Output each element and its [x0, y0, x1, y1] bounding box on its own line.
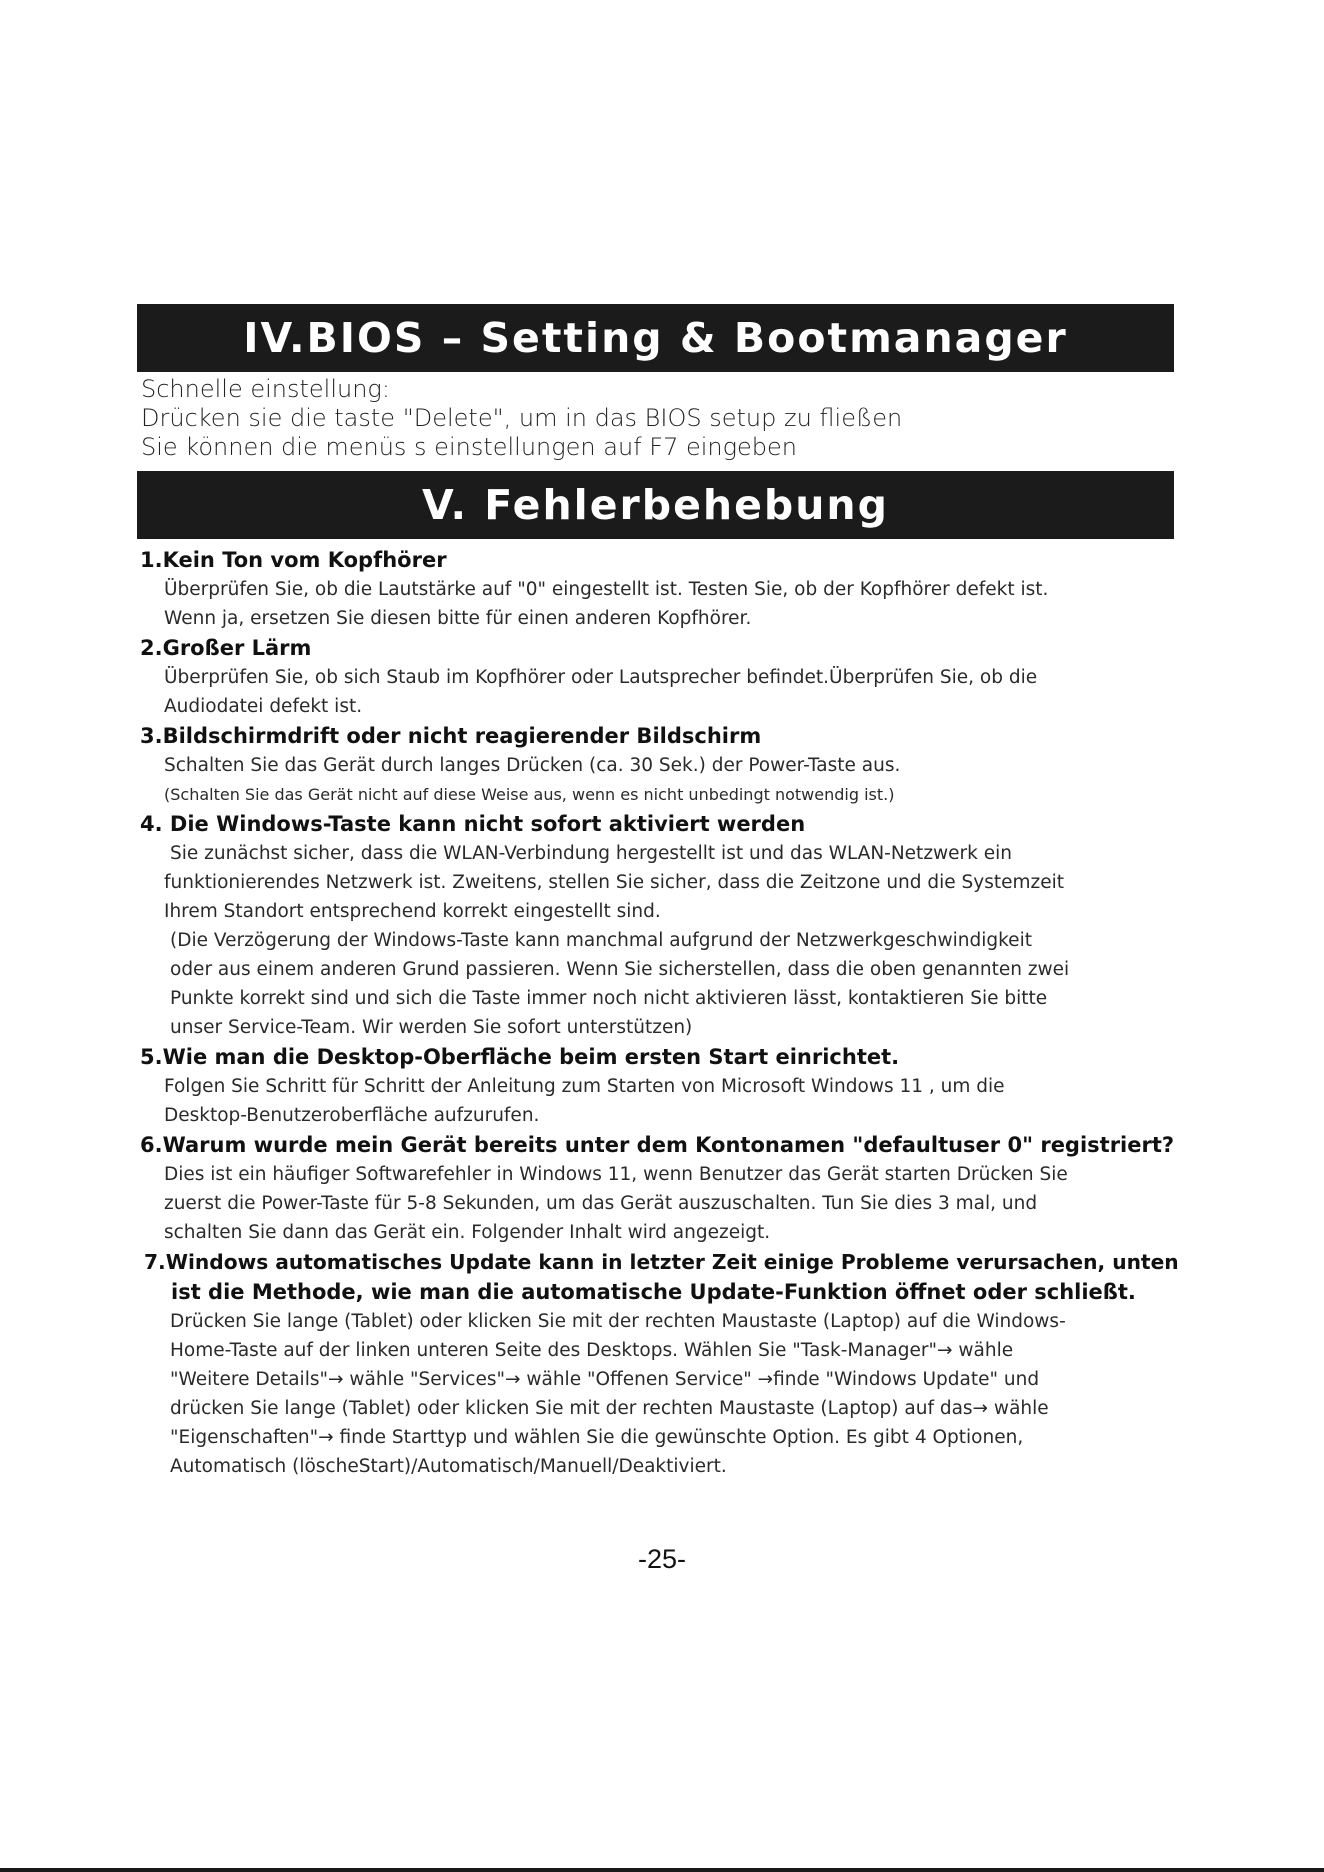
answer-line: "Eigenschaften"→ finde Starttyp und wählen Sie die gewünschte Option. Es gibt 4 Optionen, [170, 1427, 1024, 1448]
answer-line: Sie zunächst sicher, dass die WLAN-Verbindung hergestellt ist und das WLAN-Netzwerk ein [170, 843, 1012, 864]
answer-line: Desktop-Benutzeroberfläche aufzurufen. [164, 1105, 540, 1126]
section-header-troubleshooting: V. Fehlerbehebung [137, 471, 1174, 539]
faq-item-4 [140, 809, 1180, 1042]
answer-line: (Die Verzögerung der Windows-Taste kann manchmal aufgrund der Netzwerkgeschwindigkeit [170, 930, 1032, 951]
answer-line: oder aus einem anderen Grund passieren. Wenn Sie sicherstellen, dass die oben genannten zwei [170, 959, 1070, 980]
faq-question: 3.Bildschirmdrift oder nicht reagierender Bildschirm [140, 724, 762, 748]
faq-item-7 [140, 1247, 1180, 1481]
faq-item-3 [140, 721, 1180, 809]
page-number: -25- [637, 1544, 686, 1574]
faq-item-1 [140, 545, 1180, 633]
answer-line: Überprüfen Sie, ob sich Staub im Kopfhörer oder Lautsprecher befindet.Überprüfen Sie, ob die [164, 667, 1038, 688]
section-header-bios: IV.BIOS – Setting & Bootmanager [137, 304, 1174, 372]
troubleshooting-list [140, 545, 1180, 1481]
bottom-border [0, 1868, 1324, 1872]
faq-answer [140, 751, 1180, 809]
answer-line: unser Service-Team. Wir werden Sie sofort unterstützen) [170, 1017, 693, 1038]
faq-question: 2.Großer Lärm [140, 636, 312, 660]
answer-line: drücken Sie lange (Tablet) oder klicken Sie mit der rechten Maustaste (Laptop) auf das→ wähle [170, 1398, 1049, 1419]
question-line: 7.Windows automatisches Update kann in letzter Zeit einige Probleme verursachen, unten [144, 1250, 1179, 1274]
faq-item-5 [140, 1042, 1180, 1130]
faq-item-6 [140, 1130, 1180, 1247]
faq-answer [140, 1072, 1180, 1130]
answer-line: Ihrem Standort entsprechend korrekt eingestellt sind. [164, 901, 661, 922]
faq-item-2 [140, 633, 1180, 721]
answer-line: zuerst die Power-Taste für 5-8 Sekunden, um das Gerät auszuschalten. Tun Sie dies 3 mal, und [164, 1193, 1038, 1214]
answer-line: Dies ist ein häufiger Softwarefehler in Windows 11, wenn Benutzer das Gerät starten Drücken Sie [164, 1164, 1068, 1185]
faq-question: 5.Wie man die Desktop-Oberfläche beim ersten Start einrichtet. [140, 1045, 900, 1069]
answer-line: Automatisch (löscheStart)/Automatisch/Manuell/Deaktiviert. [170, 1456, 727, 1477]
answer-line: Wenn ja, ersetzen Sie diesen bitte für einen anderen Kopfhörer. [164, 608, 752, 629]
faq-answer [140, 663, 1180, 721]
faq-question: 4. Die Windows-Taste kann nicht sofort aktiviert werden [140, 812, 806, 836]
answer-line: "Weitere Details"→ wähle "Services"→ wähle "Offenen Service" →finde "Windows Update" und [170, 1369, 1040, 1390]
answer-line: Home-Taste auf der linken unteren Seite des Desktops. Wählen Sie "Task-Manager"→ wähle [170, 1340, 1014, 1361]
answer-line: Schalten Sie das Gerät durch langes Drücken (ca. 30 Sek.) der Power-Taste aus. [164, 755, 901, 776]
faq-answer [140, 575, 1180, 633]
faq-answer [140, 1160, 1180, 1247]
answer-line: Punkte korrekt sind und sich die Taste immer noch nicht aktivieren lässt, kontaktieren Sie bitte [170, 988, 1048, 1009]
quick-line: Schnelle einstellung: [141, 375, 390, 403]
answer-line: Audiodatei defekt ist. [164, 696, 363, 717]
faq-answer [140, 839, 1180, 1042]
faq-question: 6.Warum wurde mein Gerät bereits unter dem Kontonamen "defaultuser 0" registriert? [140, 1133, 1175, 1157]
question-line: ist die Methode, wie man die automatische Update-Funktion öffnet oder schließt. [171, 1280, 1136, 1304]
answer-line: Drücken Sie lange (Tablet) oder klicken Sie mit der rechten Maustaste (Laptop) auf die Windows- [170, 1311, 1066, 1332]
answer-line: funktionierendes Netzwerk ist. Zweitens, stellen Sie sicher, dass die Zeitzone und die Systemzeit [164, 872, 1065, 893]
answer-line: Folgen Sie Schritt für Schritt der Anleitung zum Starten von Microsoft Windows 11 , um die [164, 1076, 1005, 1097]
answer-line: Überprüfen Sie, ob die Lautstärke auf "0" eingestellt ist. Testen Sie, ob der Kopfhörer defekt ist. [164, 579, 1049, 600]
quick-setting-text [141, 375, 1181, 462]
faq-question [140, 1247, 1180, 1307]
quick-line: Sie können die menüs s einstellungen auf F7 eingeben [141, 433, 797, 461]
answer-line: schalten Sie dann das Gerät ein. Folgender Inhalt wird angezeigt. [164, 1222, 771, 1243]
quick-line: Drücken sie die taste "Delete", um in das BIOS setup zu fließen [141, 404, 903, 432]
faq-question: 1.Kein Ton vom Kopfhörer [140, 548, 447, 572]
faq-answer [140, 1307, 1180, 1481]
answer-line: (Schalten Sie das Gerät nicht auf diese Weise aus, wenn es nicht unbedingt notwendig ist.) [164, 785, 895, 804]
